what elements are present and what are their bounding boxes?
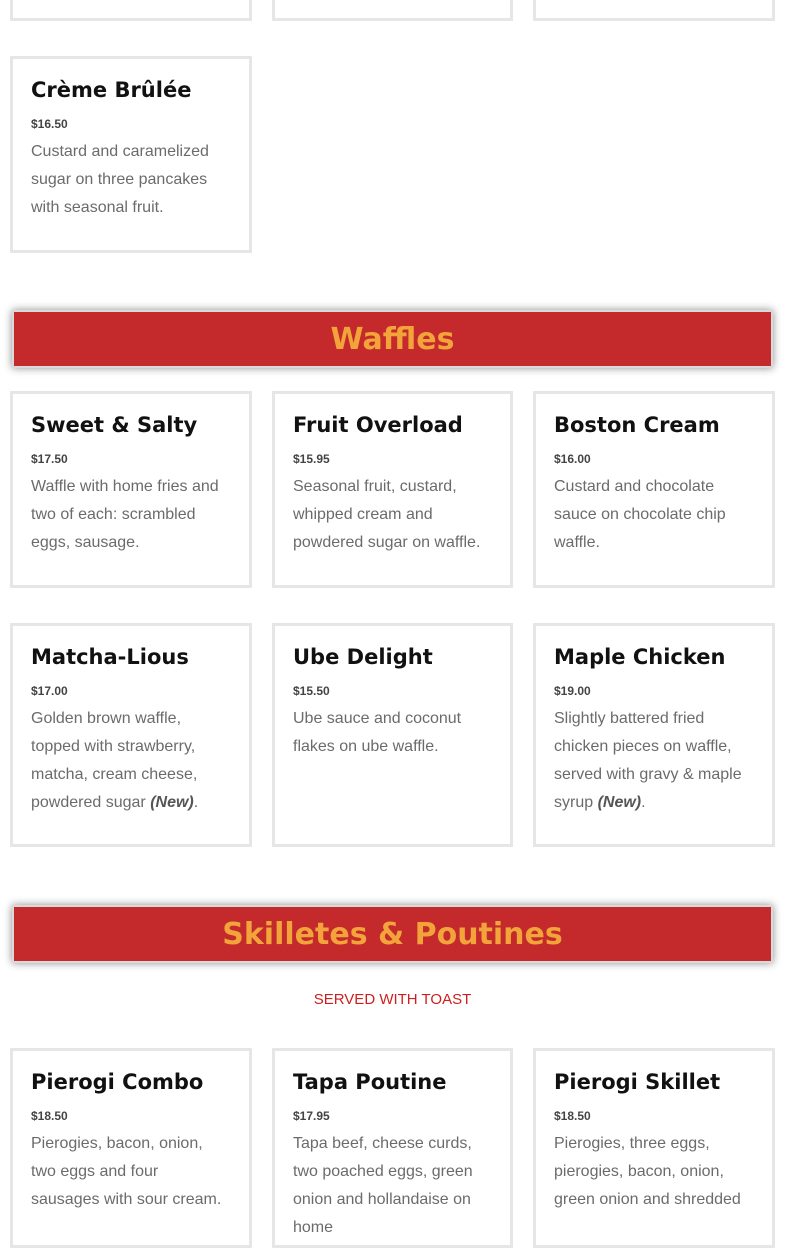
menu-card: [533, 391, 775, 588]
item-name: Tapa Poutine: [293, 1070, 447, 1094]
item-price: $16.00: [554, 452, 591, 466]
item-description: Pierogies, bacon, onion, two eggs and four sausages with sour cream.: [31, 1135, 222, 1208]
menu-card: [533, 1048, 775, 1248]
item-description: Seasonal fruit, custard, whipped cream and powdered sugar on waffle.: [293, 478, 481, 551]
new-badge: (New): [597, 794, 642, 811]
item-price: $17.50: [31, 452, 68, 466]
item-description: Tapa beef, cheese curds, two poached eggs, green onion and hollandaise on home: [293, 1135, 473, 1236]
item-name: Pierogi Skillet: [554, 1070, 721, 1094]
item-price: $15.50: [293, 684, 330, 698]
new-badge: (New): [150, 794, 194, 811]
item-description: Pierogies, three eggs, pierogies, bacon, onion, green onion and shredded: [554, 1135, 741, 1208]
menu-card: [10, 391, 252, 588]
section-heading: Skilletes & Poutines: [222, 916, 563, 952]
menu-card: [533, 623, 775, 847]
menu-card-partial: [272, 0, 513, 21]
item-name: Pierogi Combo: [31, 1070, 204, 1094]
menu-card: [10, 623, 252, 847]
item-name: Matcha-Lious: [31, 645, 189, 669]
item-price: $17.95: [293, 1109, 330, 1123]
section-heading: Waffles: [330, 321, 455, 357]
menu-card-partial: [533, 0, 775, 21]
item-name: Maple Chicken: [554, 645, 726, 669]
item-price: $15.95: [293, 452, 330, 466]
item-description: [31, 705, 231, 817]
item-price: $18.50: [554, 1109, 591, 1123]
menu-card: [10, 56, 252, 253]
description-text: Slightly battered fried chicken pieces on waffle, served with gravy & maple syrup: [554, 710, 742, 811]
item-name: Ube Delight: [293, 645, 433, 669]
item-price: $16.50: [31, 117, 68, 131]
section-note: SERVED WITH TOAST: [313, 991, 472, 1008]
menu-card: [10, 1048, 252, 1248]
description-text: Golden brown waffle, topped with strawberry, matcha, cream cheese, powdered sugar: [31, 710, 198, 811]
item-name: Boston Cream: [554, 413, 720, 437]
description-end: .: [193, 794, 199, 811]
item-name: Fruit Overload: [293, 413, 463, 437]
section-banner-skillets: [12, 905, 773, 963]
menu-card: [272, 1048, 513, 1248]
item-description: Waffle with home fries and two of each: scrambled eggs, sausage.: [31, 478, 219, 551]
description-end: .: [641, 794, 646, 811]
item-name: Crème Brûlée: [31, 78, 192, 102]
item-description: [554, 705, 754, 817]
menu-card: [272, 623, 513, 847]
item-price: $17.00: [31, 684, 68, 698]
item-name: Sweet & Salty: [31, 413, 198, 437]
item-description: Custard and chocolate sauce on chocolate chip waffle.: [554, 478, 726, 551]
menu-card-partial: [10, 0, 252, 21]
menu-card: [272, 391, 513, 588]
section-banner-waffles: [12, 310, 773, 368]
item-price: $18.50: [31, 1109, 68, 1123]
item-description: Custard and caramelized sugar on three pancakes with seasonal fruit.: [31, 143, 209, 216]
item-price: $19.00: [554, 684, 591, 698]
item-description: Ube sauce and coconut flakes on ube waffle.: [293, 710, 462, 755]
